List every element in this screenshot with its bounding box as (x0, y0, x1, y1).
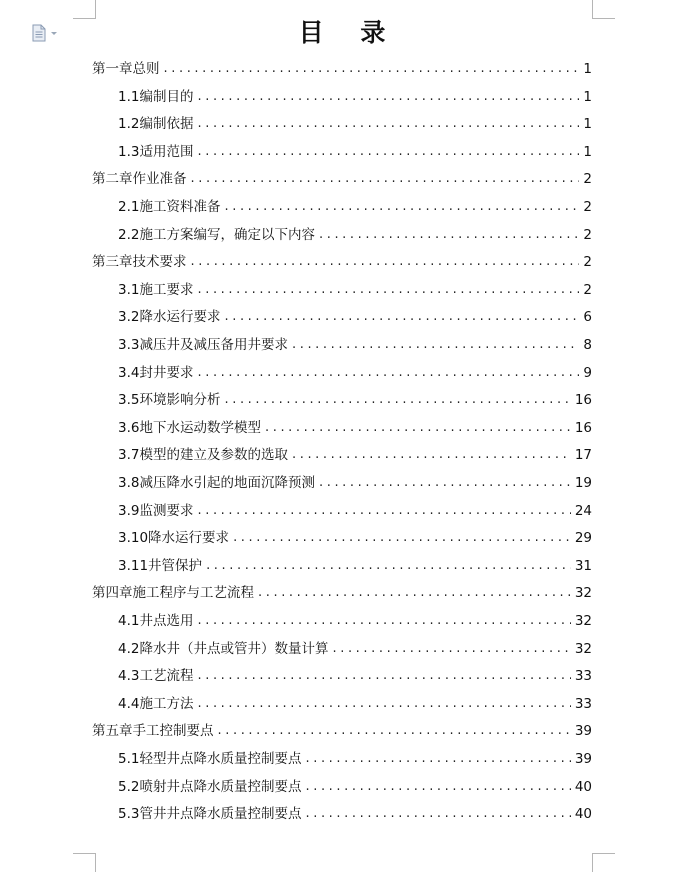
toc-entry-label: 3.10降水运行要求 (118, 530, 230, 547)
toc-entry-page-number: 32 (574, 585, 592, 602)
toc-entry-page-number: 33 (574, 695, 592, 712)
toc-dot-leader (197, 84, 579, 110)
toc-entry-page-number: 40 (574, 806, 592, 823)
toc-entry[interactable] (118, 774, 592, 800)
toc-entry[interactable] (118, 801, 592, 827)
toc-entry-page-number: 40 (574, 778, 592, 795)
page-title: 目 录 (298, 18, 400, 47)
toc-entry-page-number: 17 (574, 447, 592, 464)
toc-entry-page-number: 1 (583, 143, 592, 160)
toc-entry-page-number: 29 (574, 530, 592, 547)
toc-entry[interactable] (118, 553, 592, 579)
toc-entry-page-number: 6 (583, 309, 592, 326)
toc-entry[interactable] (118, 608, 592, 634)
toc-dot-leader (224, 194, 579, 220)
toc-dot-leader (305, 774, 570, 800)
toc-entry-label: 1.2编制依据 (118, 116, 194, 133)
toc-dot-leader (292, 442, 571, 468)
toc-entry[interactable] (118, 663, 592, 689)
toc-entry-label: 4.3工艺流程 (118, 668, 194, 685)
toc-entry-label: 3.7模型的建立及参数的选取 (118, 447, 288, 464)
toc-entry-page-number: 2 (583, 171, 592, 188)
toc-entry[interactable] (118, 442, 592, 468)
toc-entry-page-number: 32 (574, 613, 592, 629)
toc-dot-leader (224, 387, 570, 413)
toc-entry[interactable] (118, 360, 592, 386)
toc-entry-page-number: 32 (574, 640, 592, 657)
toc-entry[interactable] (118, 194, 592, 220)
toc-entry[interactable] (118, 139, 592, 165)
toc-entry[interactable] (118, 387, 592, 413)
toc-entry[interactable] (118, 222, 592, 248)
toc-entry-page-number: 39 (574, 751, 592, 767)
toc-dot-leader (233, 525, 571, 551)
toc-entry-label: 3.1施工要求 (118, 281, 194, 298)
toc-entry-page-number: 1 (583, 61, 592, 77)
toc-dot-leader (197, 663, 570, 689)
toc-entry-label: 3.11井管保护 (118, 557, 203, 574)
toc-entry[interactable] (118, 277, 592, 303)
toc-entry-label: 第五章手工控制要点 (92, 723, 214, 740)
page-corner-mark (592, 853, 615, 872)
toc-entry[interactable] (118, 470, 592, 496)
toc-dot-leader (305, 801, 570, 827)
toc-dot-leader (332, 636, 570, 662)
toc-entry[interactable] (118, 498, 592, 524)
toc-entry-label: 3.9监测要求 (118, 502, 194, 519)
toc-entry[interactable] (92, 580, 592, 606)
toc-entry[interactable] (118, 332, 592, 358)
toc-entry[interactable] (118, 691, 592, 717)
toc-entry-label: 4.2降水井（井点或管井）数量计算 (118, 640, 329, 657)
toc-entry-label: 3.3减压井及减压备用井要求 (118, 337, 288, 353)
toc-dot-leader (197, 360, 579, 386)
toc-entry-page-number: 2 (583, 199, 592, 215)
toc-entry-label: 4.1井点选用 (118, 613, 194, 629)
toc-entry[interactable] (118, 415, 592, 441)
toc-entry-label: 第三章技术要求 (92, 254, 187, 271)
toc-entry-label: 第四章施工程序与工艺流程 (92, 585, 254, 602)
toc-entry-label: 第一章总则 (92, 61, 160, 77)
toc-entry-page-number: 33 (574, 668, 592, 685)
toc-dot-leader (197, 277, 579, 303)
toc-dot-leader (197, 608, 570, 634)
toc-entry[interactable] (118, 84, 592, 110)
toc-entry-page-number: 2 (583, 254, 592, 271)
toc-entry-page-number: 2 (583, 281, 592, 298)
toc-dot-leader (265, 415, 571, 441)
toc-dot-leader (197, 111, 579, 137)
toc-entry-label: 3.6地下水运动数学模型 (118, 419, 261, 436)
toc-entry-page-number: 16 (574, 392, 592, 409)
toc-dot-leader (191, 249, 580, 275)
toc-entry[interactable] (118, 525, 592, 551)
toc-dot-leader (319, 222, 579, 248)
page-corner-mark (73, 853, 96, 872)
toc-entry-page-number: 9 (583, 364, 592, 381)
toc-entry-page-number: 1 (583, 116, 592, 133)
toc-dot-leader (258, 580, 571, 606)
toc-entry-label: 第二章作业准备 (92, 171, 187, 188)
toc-entry-label: 5.3管井井点降水质量控制要点 (118, 806, 302, 823)
toc-entry-page-number: 1 (583, 88, 592, 105)
toc-entry-label: 1.1编制目的 (118, 88, 194, 105)
toc-dot-leader (224, 304, 579, 330)
toc-entry[interactable] (92, 249, 592, 275)
toc-dot-leader (206, 553, 571, 579)
toc-entry[interactable] (92, 718, 592, 744)
toc-dot-leader (218, 718, 571, 744)
toc-entry-label: 2.2施工方案编写，确定以下内容 (118, 226, 315, 243)
toc-entry-page-number: 24 (574, 502, 592, 519)
toc-entry-page-number: 19 (574, 475, 592, 491)
toc-dot-leader (319, 470, 571, 496)
toc-dot-leader (197, 498, 570, 524)
toc-entry-page-number: 2 (583, 226, 592, 243)
toc-entry-label: 5.2喷射井点降水质量控制要点 (118, 778, 302, 795)
toc-entry-page-number: 31 (574, 557, 592, 574)
toc-entry[interactable] (92, 56, 592, 82)
toc-entry-label: 3.2降水运行要求 (118, 309, 221, 326)
toc-entry-page-number: 39 (574, 723, 592, 740)
toc-entry-label: 3.8减压降水引起的地面沉降预测 (118, 475, 315, 491)
toc-entry-label: 4.4施工方法 (118, 695, 194, 712)
toc-entry[interactable] (118, 111, 592, 137)
toc-dot-leader (292, 332, 579, 358)
toc-dot-leader (164, 56, 580, 82)
toc-entry-label: 3.5环境影响分析 (118, 392, 221, 409)
toc-entry-label: 5.1轻型井点降水质量控制要点 (118, 751, 302, 767)
toc-dot-leader (197, 691, 570, 717)
toc-entry-label: 3.4封井要求 (118, 364, 194, 381)
toc-entry-label: 1.3适用范围 (118, 143, 194, 160)
toc-dot-leader (197, 139, 579, 165)
toc-entry-page-number: 16 (574, 419, 592, 436)
toc-entry[interactable] (118, 304, 592, 330)
toc-dot-leader (305, 746, 570, 772)
toc-entry-label: 2.1施工资料准备 (118, 199, 221, 215)
toc-entry[interactable] (118, 746, 592, 772)
toc-entry-page-number: 8 (583, 337, 592, 353)
toc-entry[interactable] (92, 166, 592, 192)
toc-entry[interactable] (118, 636, 592, 662)
toc-dot-leader (191, 166, 580, 192)
